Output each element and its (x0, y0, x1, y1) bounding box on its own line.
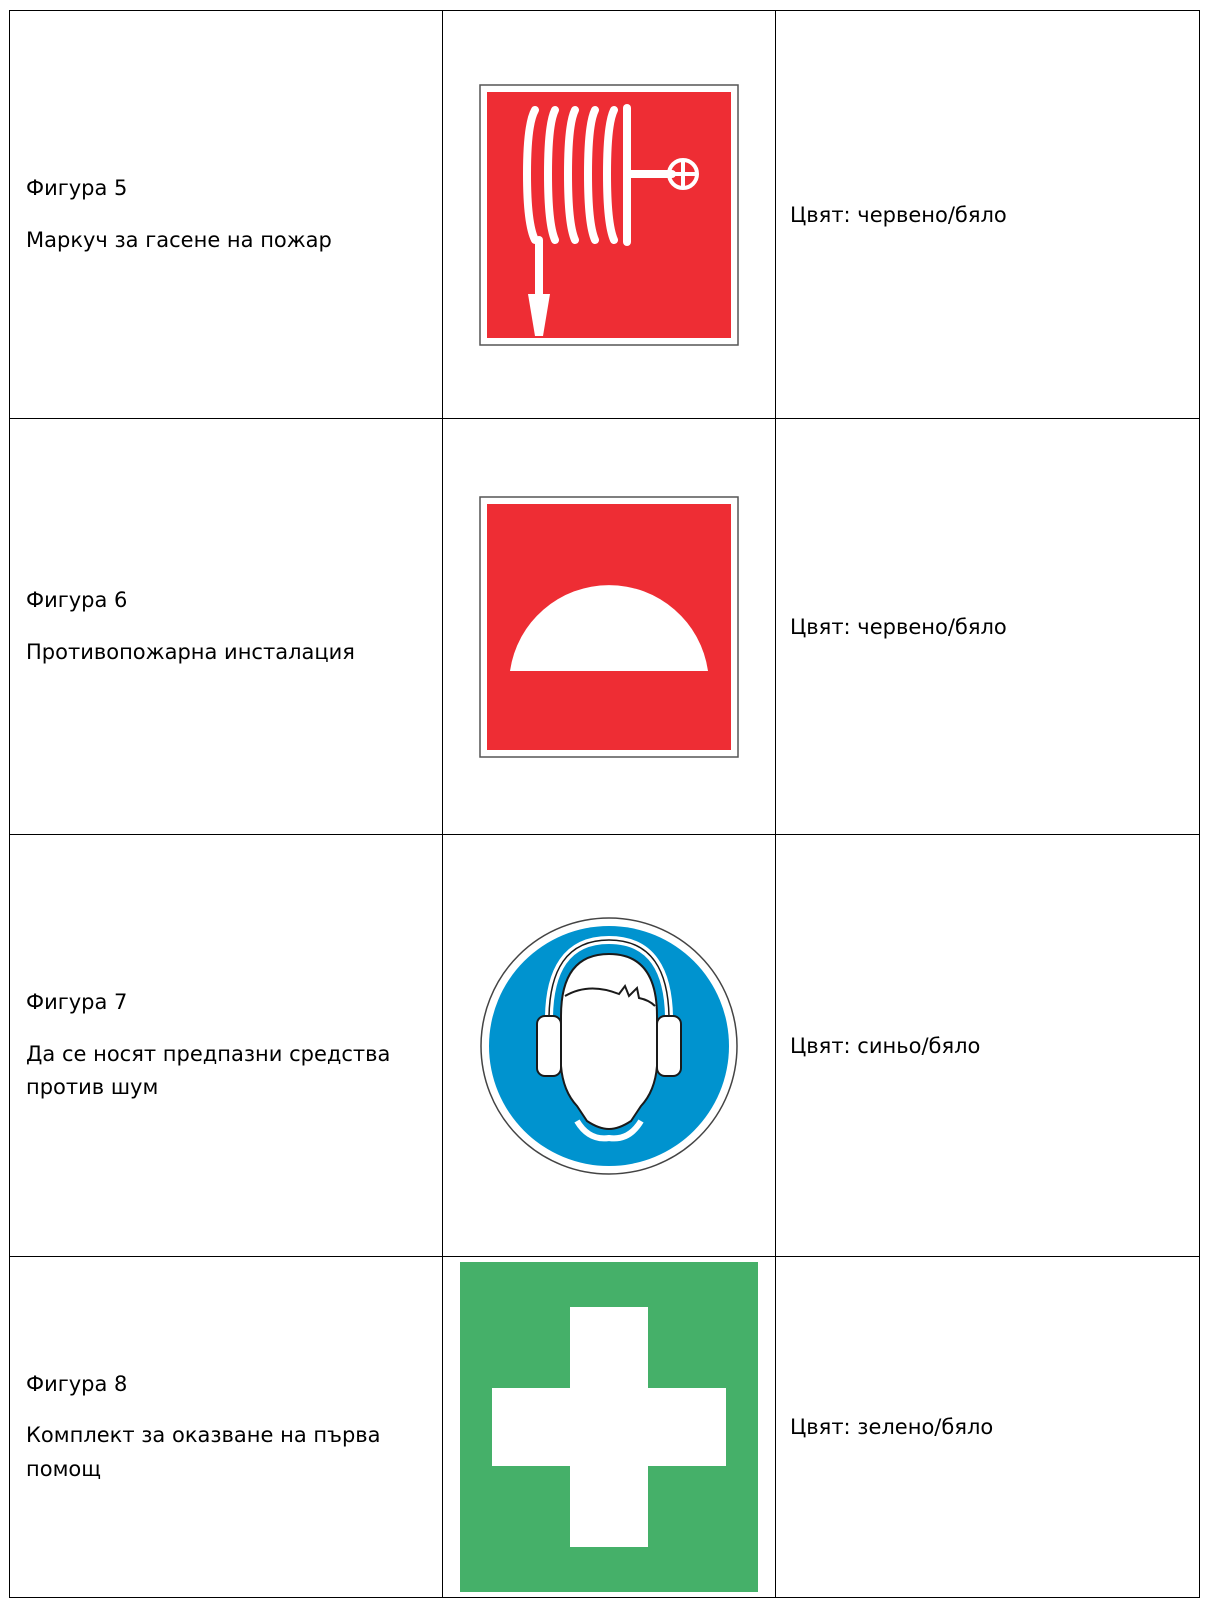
color-cell: Цвят: синьо/бяло (776, 835, 1200, 1257)
figure-label: Фигура 5 (26, 175, 128, 200)
safety-signs-table (9, 10, 1200, 1598)
description-cell (10, 419, 443, 835)
table-row (10, 1257, 1200, 1598)
sign-name: Комплект за оказване на първа помощ (26, 1423, 381, 1481)
fire-hose-sign-icon (479, 84, 739, 346)
description-cell (10, 1257, 443, 1598)
figure-label: Фигура 6 (26, 587, 128, 612)
table-row (10, 419, 1200, 835)
fire-installation-sign-icon (479, 496, 739, 758)
color-cell: Цвят: червено/бяло (776, 419, 1200, 835)
ear-protection-sign-icon (479, 916, 739, 1176)
color-cell: Цвят: зелено/бяло (776, 1257, 1200, 1598)
sign-image-cell (443, 835, 776, 1257)
sign-name: Противопожарна инсталация (26, 639, 355, 664)
description-cell (10, 11, 443, 419)
sign-image-cell (443, 419, 776, 835)
table-row (10, 11, 1200, 419)
sign-name: Да се носят предпазни средства против шум (26, 1041, 391, 1100)
first-aid-sign-icon (460, 1262, 758, 1592)
figure-label: Фигура 8 (26, 1371, 128, 1396)
sign-name: Маркуч за гасене на пожар (26, 227, 332, 252)
sign-image-cell (443, 11, 776, 419)
sign-image-cell (443, 1257, 776, 1598)
color-cell: Цвят: червено/бяло (776, 11, 1200, 419)
description-cell (10, 835, 443, 1257)
table-row (10, 835, 1200, 1257)
figure-label: Фигура 7 (26, 990, 128, 1015)
